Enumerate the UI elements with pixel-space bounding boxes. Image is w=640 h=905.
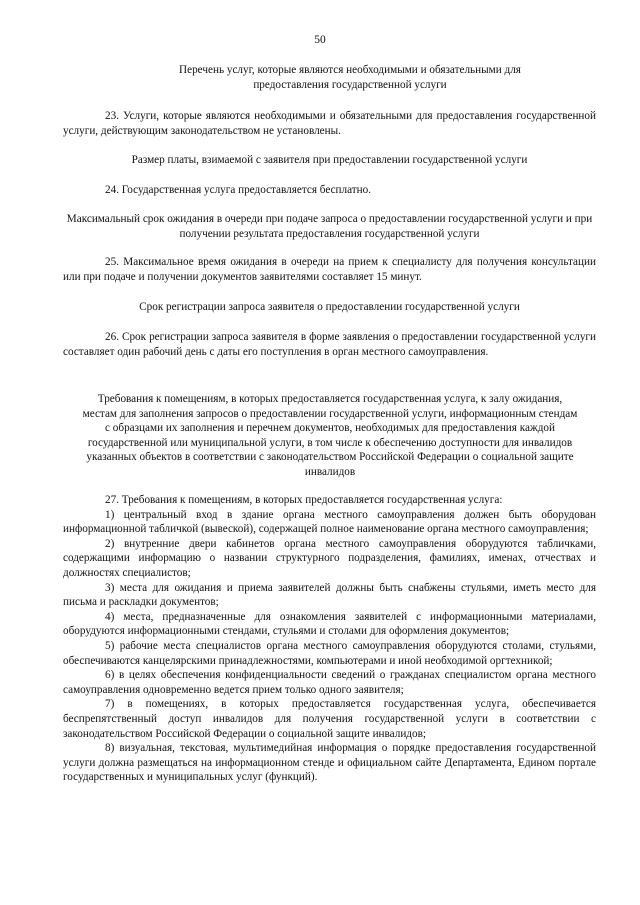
paragraph-25: 25. Максимальное время ожидания в очереди на прием к специалисту для получения консультации или при подаче и получении документов заявителями составляет 15 минут. [63, 256, 596, 283]
list-item: 8) визуальная, текстовая, мультимедийная информация о порядке предоставления государственной услуги должна размещаться на информационном стенде и официальном сайте Департамента, Едином портале государственных и муниципальных услуг (функций). [63, 742, 596, 784]
paragraph-27-intro: 27. Требования к помещениям, в которых предоставляется государственная услуга: [105, 494, 503, 506]
heading-queue-wait: Максимальный срок ожидания в очереди при подаче запроса о предоставлении государственной услуги и при получении результата предоставления государственной услуги [66, 213, 593, 240]
list-item: 2) внутренние двери кабинетов органа местного самоуправления оборудуются табличками, содержащими информацию о названии структурного подразделения, фамилиях, именах, отчествах и должностях специалистов; [63, 537, 596, 579]
list-item: 3) места для ожидания и приема заявителей должны быть снабжены стульями, иметь место для письма и раскладки документов; [63, 581, 596, 609]
heading-registration: Срок регистрации запроса заявителя о предоставлении государственной услуги [139, 301, 520, 313]
paragraph-24: 24. Государственная услуга предоставляется бесплатно. [105, 184, 372, 196]
heading-fee: Размер платы, взимаемой с заявителя при предоставлении государственной услуги [131, 154, 528, 166]
requirements-list [63, 493, 596, 785]
list-item: 7) в помещениях, в которых предоставляется государственная услуга, обеспечивается беспрепятственный доступ инвалидов для получения государственной услуги в соответствии с законодательством Российской Федерации о социальной защите инвалидов; [63, 698, 596, 740]
list-item: 1) центральный вход в здание органа местного самоуправления должен быть оборудован информационной табличкой (вывеской), содержащей полное наименование органа местного самоуправления; [63, 508, 596, 536]
list-item: 6) в целях обеспечения конфиденциальности сведений о гражданах специалистом органа местного самоуправления одновременно ведется прием только одного заявителя; [63, 669, 596, 696]
paragraph-26: 26. Срок регистрации запроса заявителя в форме заявления о предоставлении государственной услуги составляет один рабочий день с даты его поступления в орган местного самоуправления. [63, 331, 596, 358]
page-number: 50 [314, 34, 326, 46]
list-item: 4) места, предназначенные для ознакомления заявителей с информационными материалами, оборудуются информационными стендами, стульями и столами для оформления документов; [63, 610, 596, 638]
heading-related-services: Перечень услуг, которые являются необходимыми и обязательными для предоставления государственной услуги [179, 64, 521, 91]
heading-premises: Требования к помещениям, в которых предоставляется государственная услуга, к залу ожидания, местам для заполнения запросов о предоставлении государственной услуги, информационным стендам с образцами их заполнения и перечнем документов, необходимых для предоставления каждой государственной или муниципальной услуги, в том числе к обеспечению доступности для инвалидов указанных объектов в соответствии с законодательством Российской Федерации о социальной защите инвалидов [82, 393, 578, 478]
list-item: 5) рабочие места специалистов органа местного самоуправления оборудуются столами, стульями, обеспечиваются канцелярскими принадлежностями, компьютерами и иной необходимой оргтехникой; [63, 639, 596, 667]
paragraph-23: 23. Услуги, которые являются необходимыми и обязательными для предоставления государственной услуги, действующим законодательством не установлены. [63, 110, 596, 137]
